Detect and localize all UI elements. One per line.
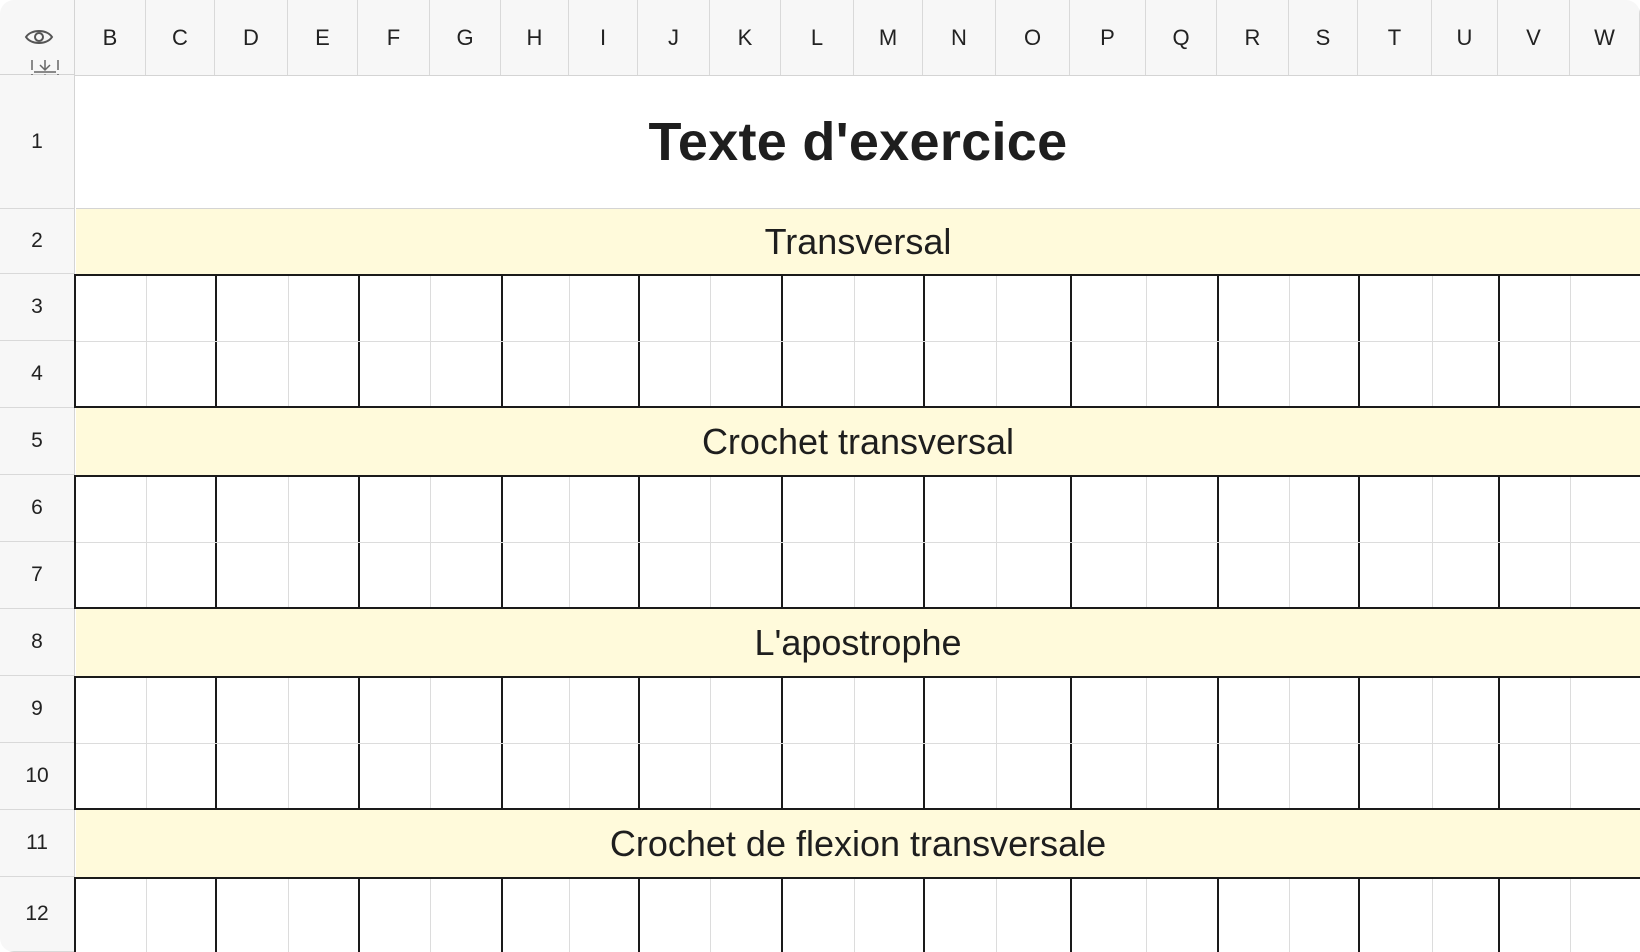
row-header-12[interactable]: 12 [0, 877, 74, 952]
column-header-l[interactable]: L [781, 0, 854, 75]
column-header-e[interactable]: E [288, 0, 358, 75]
section-label: Transversal [764, 220, 952, 262]
column-divider [430, 877, 431, 952]
column-divider [710, 877, 711, 952]
section-header-apostrophe[interactable] [76, 609, 1640, 676]
column-header-p[interactable]: P [1070, 0, 1146, 75]
row-header-9[interactable]: 9 [0, 676, 74, 743]
row-header-10[interactable]: 10 [0, 743, 74, 810]
thick-column-divider [215, 877, 217, 952]
column-divider [854, 877, 855, 952]
section-header-crochet-flexion[interactable] [76, 810, 1640, 877]
column-header-n[interactable]: N [923, 0, 996, 75]
column-header-i[interactable]: I [569, 0, 638, 75]
cell-block[interactable] [76, 475, 1640, 609]
row-header-2[interactable]: 2 [0, 209, 74, 274]
section-label: Crochet de flexion transversale [609, 822, 1107, 864]
thick-column-divider [638, 877, 640, 952]
column-divider [1289, 877, 1290, 952]
thick-column-divider [1498, 877, 1500, 952]
thick-column-divider [781, 877, 783, 952]
thick-column-divider [1217, 877, 1219, 952]
column-header-u[interactable]: U [1432, 0, 1498, 75]
column-header-b[interactable]: B [75, 0, 146, 75]
eye-icon[interactable] [24, 26, 54, 48]
column-divider [569, 877, 570, 952]
thick-column-divider [1070, 877, 1072, 952]
column-header-q[interactable]: Q [1146, 0, 1217, 75]
row-header-3[interactable]: 3 [0, 274, 74, 341]
row-header-8[interactable]: 8 [0, 609, 74, 676]
column-divider [1432, 877, 1433, 952]
column-header-o[interactable]: O [996, 0, 1070, 75]
column-header-t[interactable]: T [1358, 0, 1432, 75]
cell-block[interactable] [76, 676, 1640, 810]
title-cell[interactable] [76, 75, 1640, 210]
column-divider [146, 877, 147, 952]
sheet-title: Texte d'exercice [648, 111, 1068, 172]
section-label: Crochet transversal [701, 420, 1015, 462]
column-divider [1570, 877, 1571, 952]
row-headers [0, 75, 75, 952]
thick-column-divider [1358, 877, 1360, 952]
column-header-r[interactable]: R [1217, 0, 1289, 75]
thick-row-divider [76, 274, 1640, 276]
row-divider [76, 542, 1640, 543]
thick-row-divider [76, 676, 1640, 678]
thick-row-divider [76, 475, 1640, 477]
column-divider [996, 877, 997, 952]
column-header-f[interactable]: F [358, 0, 430, 75]
section-header-crochet-transversal[interactable] [76, 408, 1640, 475]
column-header-m[interactable]: M [854, 0, 923, 75]
row-header-11[interactable]: 11 [0, 810, 74, 877]
column-headers [75, 0, 1640, 76]
row-header-7[interactable]: 7 [0, 542, 74, 609]
column-header-h[interactable]: H [501, 0, 569, 75]
row-header-1[interactable]: 1 [0, 75, 74, 209]
cell-grid[interactable] [76, 75, 1640, 952]
thick-column-divider [501, 877, 503, 952]
column-divider [288, 877, 289, 952]
row-header-4[interactable]: 4 [0, 341, 74, 408]
thick-column-divider [74, 877, 76, 952]
thick-row-divider [76, 877, 1640, 879]
row-divider [76, 341, 1640, 342]
thick-column-divider [923, 877, 925, 952]
column-header-j[interactable]: J [638, 0, 710, 75]
section-label: L'apostrophe [754, 621, 962, 663]
column-header-v[interactable]: V [1498, 0, 1570, 75]
cell-block[interactable] [76, 274, 1640, 408]
thick-column-divider [358, 877, 360, 952]
select-all-corner[interactable] [0, 0, 75, 75]
column-header-c[interactable]: C [146, 0, 215, 75]
column-header-s[interactable]: S [1289, 0, 1358, 75]
row-divider [76, 743, 1640, 744]
cell-block[interactable] [76, 877, 1640, 952]
column-header-d[interactable]: D [215, 0, 288, 75]
column-divider [1146, 877, 1147, 952]
column-header-k[interactable]: K [710, 0, 781, 75]
row-header-6[interactable]: 6 [0, 475, 74, 542]
column-header-g[interactable]: G [430, 0, 501, 75]
row-header-5[interactable]: 5 [0, 408, 74, 475]
section-header-transversal[interactable] [76, 209, 1640, 274]
column-header-w[interactable]: W [1570, 0, 1640, 75]
